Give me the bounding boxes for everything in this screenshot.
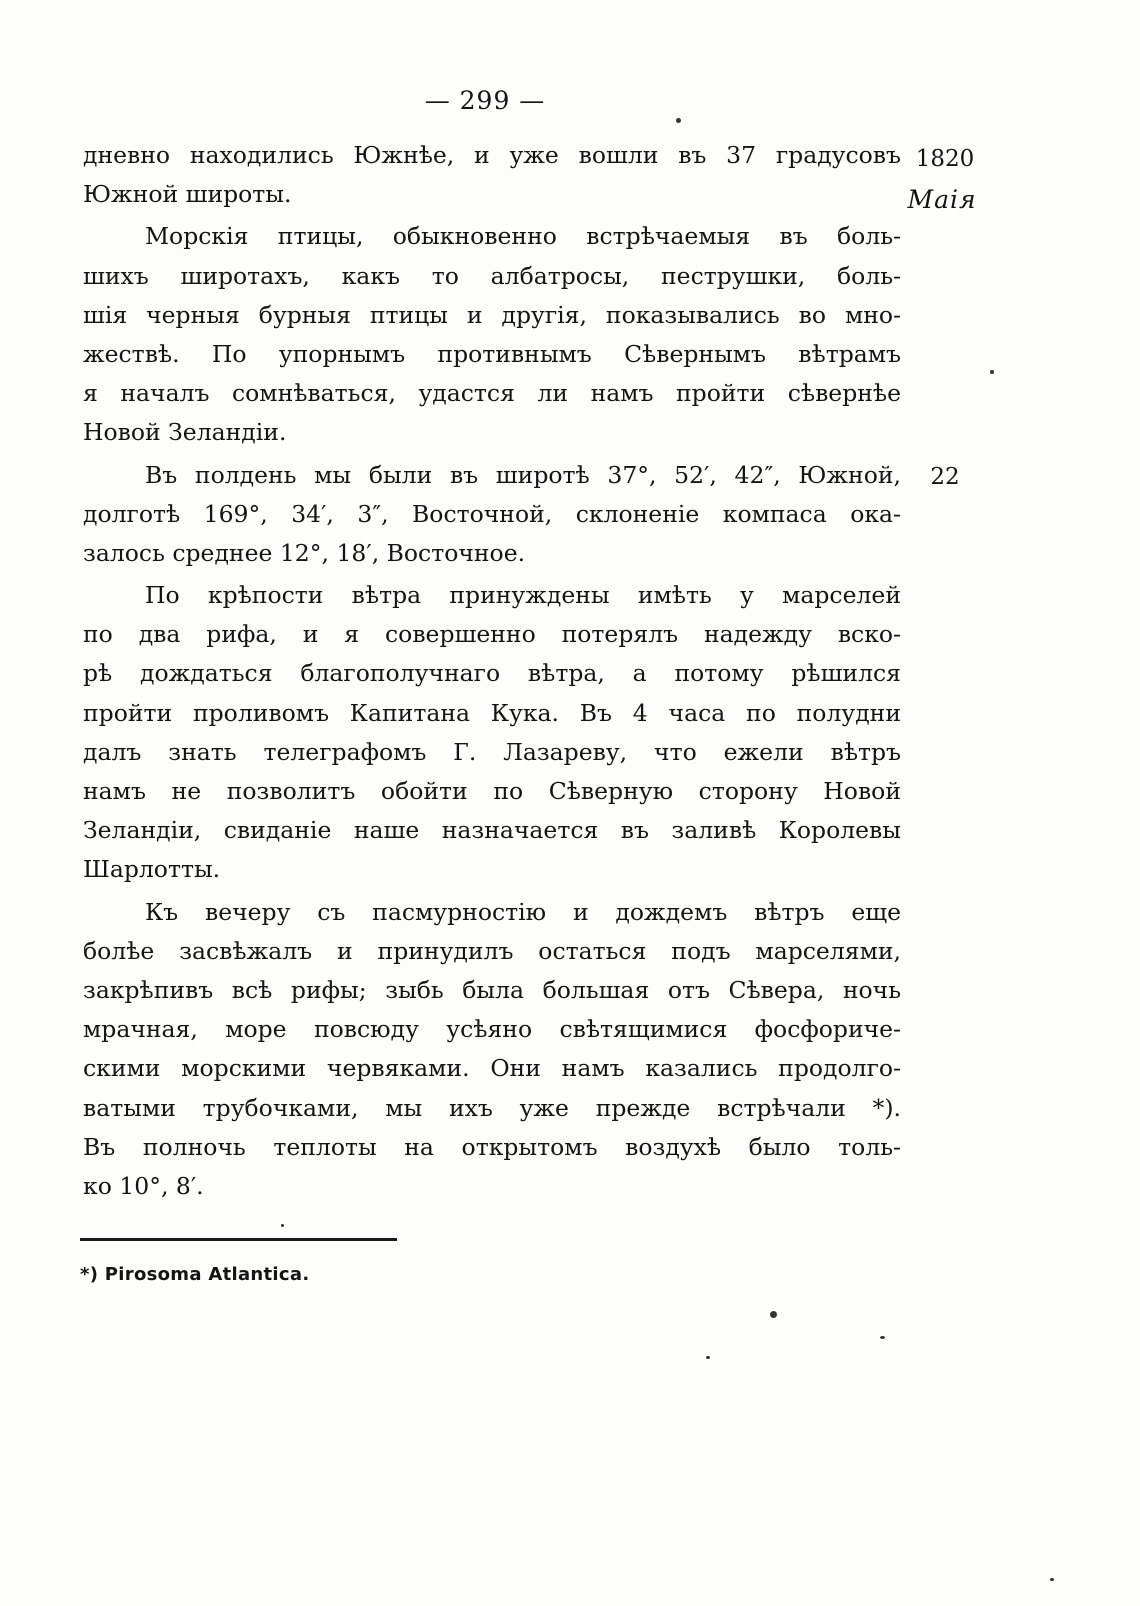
scan-speck [770, 1311, 777, 1318]
scan-speck [1050, 1578, 1054, 1581]
text-line: Въ полночь теплоты на открытомъ воздухѣ было толь- [83, 1132, 901, 1161]
text-line: далъ знать телеграфомъ Г. Лазареву, что ежели вѣтръ [83, 737, 901, 766]
text-line: жествѣ. По упорнымъ противнымъ Сѣвернымъ вѣтрамъ [83, 339, 901, 368]
text-line: мрачная, море повсюду усѣяно свѣтящимися фосфориче- [83, 1015, 901, 1044]
text-line: рѣ дождаться благополучнаго вѣтра, а потому рѣшился [83, 659, 901, 688]
footnote: *) Pirosoma Atlantica. [80, 1264, 310, 1285]
text-line: болѣе засвѣжалъ и принудилъ остаться подъ марселями, [83, 936, 901, 965]
text-line: ватыми трубочками, мы ихъ уже прежде встрѣчали *). [83, 1093, 901, 1122]
page-number: — 299 — [424, 86, 546, 115]
text-line: шія черныя бурныя птицы и другія, показывались во мно- [83, 300, 901, 329]
margin-month: Маія [907, 185, 977, 214]
text-line: долготѣ 169°, 34′, 3″, Восточной, склоненіе компаса ока- [83, 499, 901, 528]
scan-speck [706, 1356, 710, 1359]
margin-day: 22 [930, 464, 960, 490]
margin-year: 1820 [915, 146, 975, 172]
scan-speck [990, 370, 994, 374]
scan-speck [880, 1336, 885, 1339]
text-line: пройти проливомъ Капитана Кука. Въ 4 часа по полудни [83, 698, 901, 727]
text-line: Зеландіи, свиданіе наше назначается въ заливѣ Королевы [83, 816, 901, 845]
text-line: Южной широты. [83, 180, 292, 209]
text-line: Новой Зеландіи. [83, 418, 287, 447]
text-line: закрѣпивъ всѣ рифы; зыбь была большая отъ Сѣвера, ночь [83, 975, 901, 1004]
text-line: залось среднее 12°, 18′, Восточное. [83, 538, 526, 567]
text-line: Къ вечеру съ пасмурностію и дождемъ вѣтръ еще [145, 897, 901, 926]
scan-speck [676, 118, 681, 123]
text-line: по два рифа, и я совершенно потерялъ надежду вско- [83, 620, 901, 649]
text-line: дневно находились Южнѣе, и уже вошли въ 37 градусовъ [83, 141, 901, 169]
main-text [83, 136, 901, 1206]
text-line: скими морскими червяками. Они намъ казались продолго- [83, 1054, 901, 1083]
text-line: ко 10°, 8′. [83, 1171, 204, 1200]
scan-speck [281, 1224, 284, 1227]
text-line: По крѣпости вѣтра принуждены имѣть у марселей [145, 581, 901, 610]
text-line: я началъ сомнѣваться, удастся ли намъ пройти сѣвернѣе [83, 379, 901, 408]
text-line: намъ не позволитъ обойти по Сѣверную сторону Новой [83, 777, 901, 805]
text-line: Въ полдень мы были въ широтѣ 37°, 52′, 42″, Южной, [145, 460, 901, 489]
footnote-divider [80, 1238, 397, 1241]
text-line: Шарлотты. [83, 855, 221, 884]
text-line: шихъ широтахъ, какъ то албатросы, пеструшки, боль- [83, 261, 901, 290]
text-line: Морскія птицы, обыкновенно встрѣчаемыя въ боль- [145, 222, 901, 251]
